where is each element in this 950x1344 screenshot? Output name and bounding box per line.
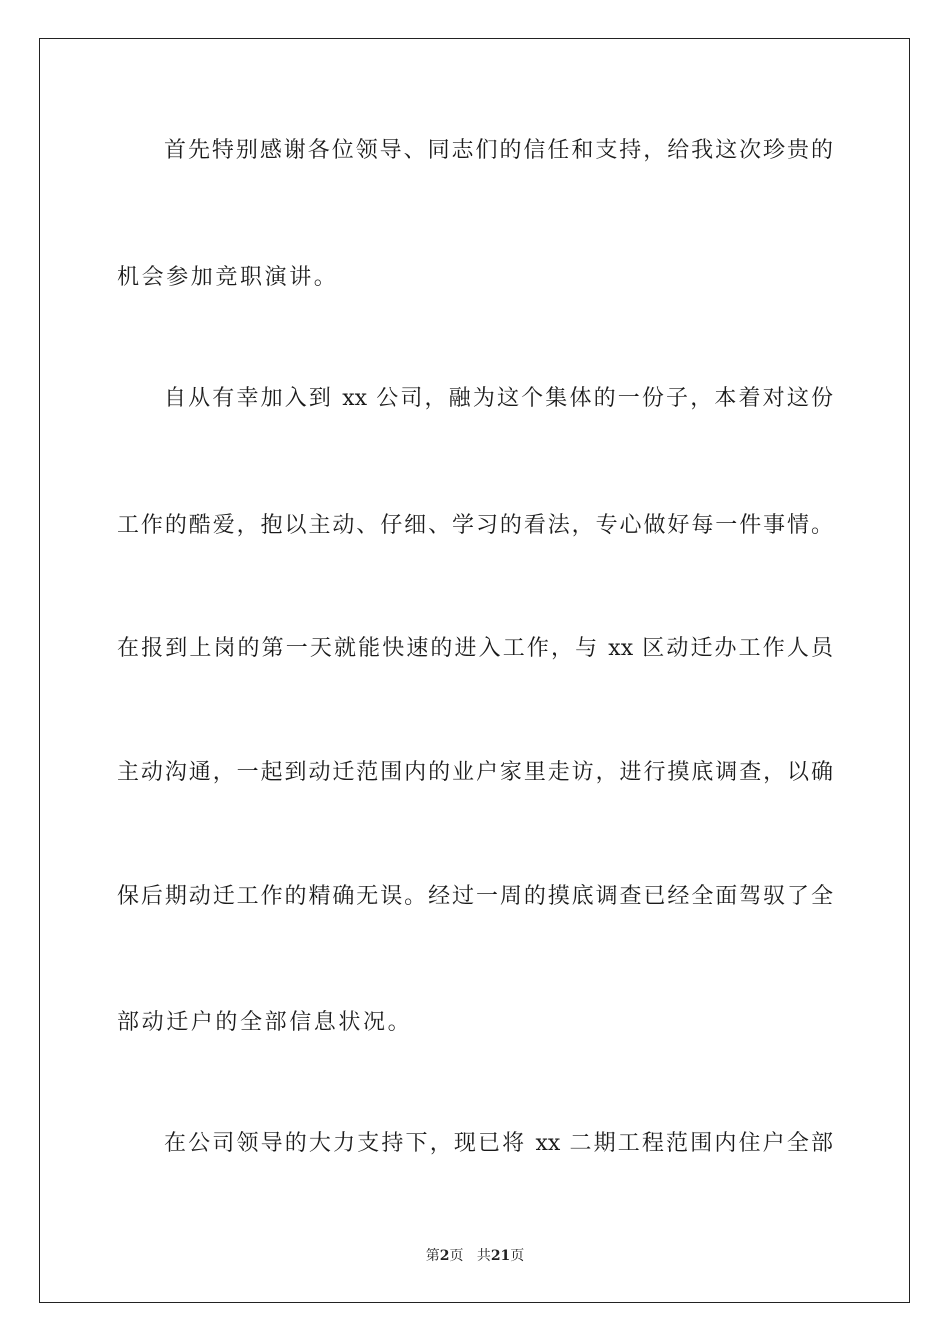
paragraph-2-line-6: 部动迁户的全部信息状况。 — [117, 1010, 413, 1035]
paragraph-2-line-4: 主动沟通，一起到动迁范围内的业户家里走访，进行摸底调查，以确 — [117, 760, 833, 785]
page-suffix: 页 — [449, 1248, 464, 1264]
paragraph-1-line-2: 机会参加竞职演讲。 — [117, 265, 339, 290]
page-border — [39, 38, 910, 1303]
total-suffix: 页 — [510, 1248, 525, 1264]
current-page-number: 2 — [439, 1248, 450, 1264]
paragraph-2-line-5: 保后期动迁工作的精确无误。经过一周的摸底调查已经全面驾驭了全 — [117, 884, 833, 909]
paragraph-2-line-1: 自从有幸加入到 xx 公司，融为这个集体的一份子，本着对这份 — [164, 386, 833, 411]
page-prefix: 第 — [425, 1248, 440, 1264]
paragraph-1-line-1: 首先特别感谢各位领导、同志们的信任和支持，给我这次珍贵的 — [164, 138, 833, 163]
paragraph-2-line-3: 在报到上岗的第一天就能快速的进入工作，与 xx 区动迁办工作人员 — [117, 636, 833, 661]
total-page-number: 21 — [490, 1248, 511, 1264]
total-prefix: 共 — [476, 1248, 491, 1264]
page-footer — [0, 1247, 950, 1265]
paragraph-3-line-1: 在公司领导的大力支持下，现已将 xx 二期工程范围内住户全部 — [164, 1131, 833, 1156]
paragraph-2-line-2: 工作的酷爱，抱以主动、仔细、学习的看法，专心做好每一件事情。 — [117, 513, 833, 538]
